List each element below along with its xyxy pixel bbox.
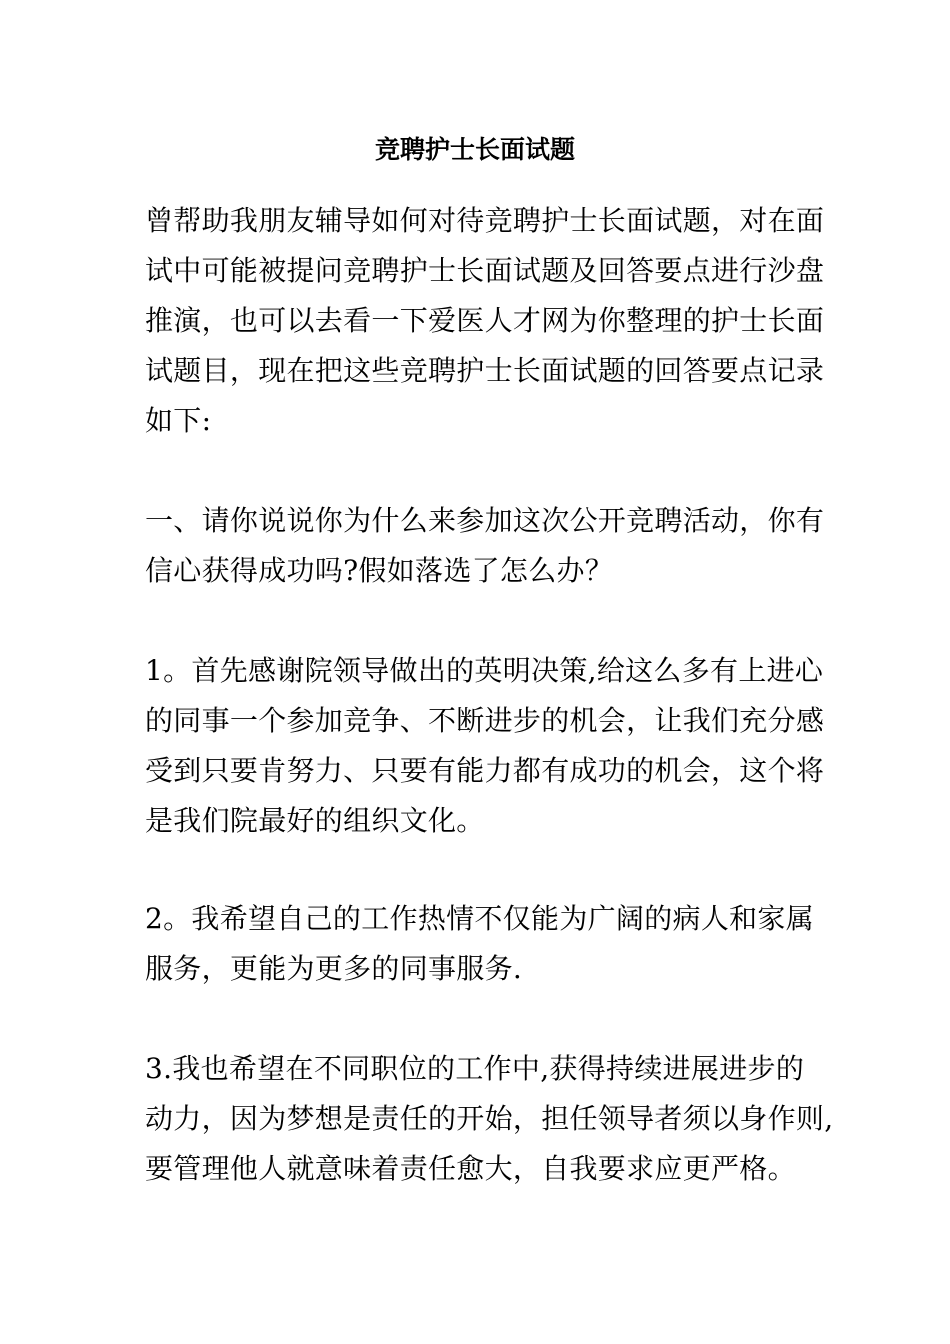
intro-line: 如下: <box>145 404 212 437</box>
intro-line: 试题目，现在把这些竞聘护士长面试题的回答要点记录 <box>145 354 825 387</box>
question-line: 一、请你说说你为什么来参加这次公开竞聘活动，你有 <box>145 504 825 537</box>
answer-line: 的同事一个参加竞争、不断进步的机会，让我们充分感 <box>145 704 825 737</box>
intro-line: 曾帮助我朋友辅导如何对待竞聘护士长面试题，对在面 <box>145 204 825 237</box>
answer-line: 3.我也希望在不同职位的工作中,获得持续进展进步的 <box>145 1052 805 1085</box>
intro-line: 推演，也可以去看一下爱医人才网为你整理的护士长面 <box>145 304 825 337</box>
answer-line: 受到只要肯努力、只要有能力都有成功的机会，这个将 <box>145 754 825 787</box>
intro-line: 试中可能被提问竞聘护士长面试题及回答要点进行沙盘 <box>145 254 825 287</box>
answer-line: 要管理他人就意味着责任愈大，自我要求应更严格。 <box>145 1152 796 1185</box>
answer-line: 1。首先感谢院领导做出的英明决策,给这么多有上进心 <box>145 654 824 687</box>
answer-line: 动力，因为梦想是责任的开始，担任领导者须以身作则, <box>145 1102 834 1135</box>
question-line: 信心获得成功吗?假如落选了怎么办？ <box>145 554 614 587</box>
answer-line: 服务，更能为更多的同事服务. <box>145 952 523 985</box>
answer-line: 2。我希望自己的工作热情不仅能为广阔的病人和家属 <box>145 902 815 935</box>
document-title: 竞聘护士长面试题 <box>374 135 575 164</box>
answer-line: 是我们院最好的组织文化。 <box>145 804 485 837</box>
